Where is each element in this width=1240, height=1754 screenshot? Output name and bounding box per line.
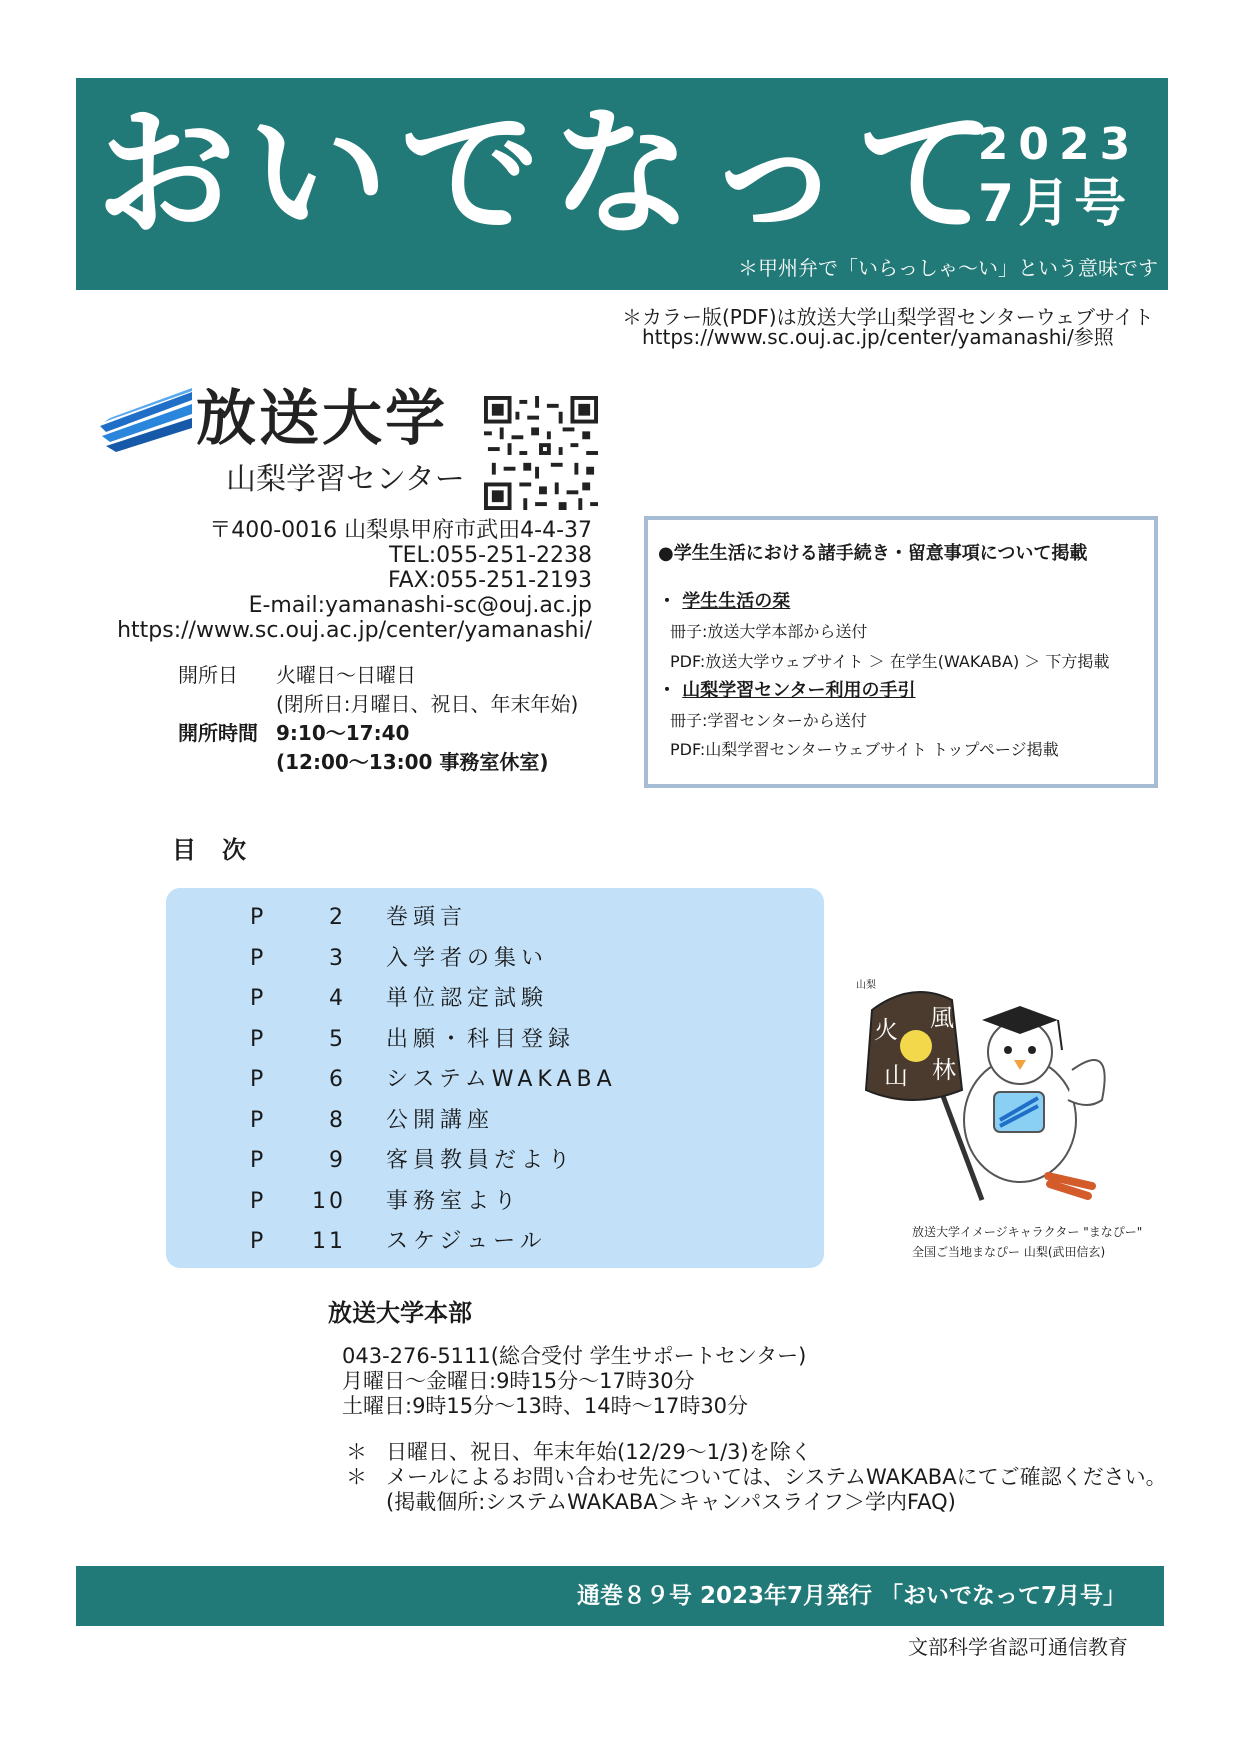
color-version-url[interactable]: https://www.sc.ouj.ac.jp/center/yamanashi/参照 xyxy=(642,325,1114,349)
toc-page-number: 4 xyxy=(329,986,346,1011)
open-hours-value: 9:10〜17:40 xyxy=(276,721,410,745)
logo-wave-icon xyxy=(100,388,192,452)
mascot-manapi-illustration xyxy=(852,980,1122,1210)
office-break-note: (12:00〜13:00 事務室休室) xyxy=(276,750,549,774)
student-info-box xyxy=(644,516,1158,788)
postal-address: 〒400-0016 山梨県甲府市武田4-4-37 xyxy=(209,518,592,543)
toc-page-prefix: P xyxy=(250,1067,264,1092)
toc-page-prefix: P xyxy=(250,905,264,930)
toc-row[interactable] xyxy=(166,939,824,979)
footer-banner xyxy=(76,1566,1164,1626)
toc-page-prefix: P xyxy=(250,1107,264,1133)
tel-number[interactable]: TEL:055-251-2238 xyxy=(389,543,592,568)
accreditation-note: 文部科学省認可通信教育 xyxy=(908,1635,1128,1659)
hq-closed-note: 日曜日、祝日、年末年始(12/29〜1/3)を除く xyxy=(386,1440,812,1464)
mascot-caption-1: 放送大学イメージキャラクター "まなぴー" xyxy=(912,1225,1143,1239)
newsletter-title: おいでなって xyxy=(96,93,1009,256)
toc-page-prefix: P xyxy=(250,1188,264,1214)
toc-section-title: 出願・科目登録 xyxy=(386,1026,576,1052)
toc-section-title: 単位認定試験 xyxy=(386,986,549,1011)
toc-page-prefix: P xyxy=(250,1148,264,1173)
toc-section-title: 公開講座 xyxy=(386,1107,495,1133)
handbook-pdf-note: PDF:山梨学習センターウェブサイト トップページ掲載 xyxy=(670,740,1059,759)
qr-code-icon[interactable] xyxy=(484,396,598,510)
flag-char-mountain: 山 xyxy=(884,1062,908,1090)
toc-page-number: 6 xyxy=(329,1067,346,1092)
note-asterisk: ＊ xyxy=(346,1465,367,1489)
toc-page-number: 3 xyxy=(329,945,346,971)
hq-saturday-hours: 土曜日:9時15分〜13時、14時〜17時30分 xyxy=(342,1394,749,1418)
toc-row[interactable] xyxy=(166,1060,824,1100)
website-url[interactable]: https://www.sc.ouj.ac.jp/center/yamanashi/ xyxy=(117,618,592,643)
email-address[interactable]: E-mail:yamanashi-sc@ouj.ac.jp xyxy=(248,593,592,618)
hq-phone[interactable]: 043-276-5111(総合受付 学生サポートセンター) xyxy=(342,1344,807,1368)
toc-page-number: 10 xyxy=(312,1188,346,1214)
mascot-region-tag: 山梨 xyxy=(856,980,876,991)
flag-char-wind: 風 xyxy=(930,1004,954,1032)
toc-section-title: 入学者の集い xyxy=(386,945,549,971)
fax-number: FAX:055-251-2193 xyxy=(387,568,592,593)
title-meaning-note: ＊甲州弁で「いらっしゃ〜い」という意味です xyxy=(738,256,1158,280)
toc-section-title: 事務室より xyxy=(386,1188,522,1214)
toc-page-prefix: P xyxy=(250,986,264,1011)
closed-days-note: (閉所日:月曜日、祝日、年末年始) xyxy=(276,692,579,716)
hq-faq-location: (掲載個所:システムWAKABA＞キャンパスライフ＞学内FAQ) xyxy=(386,1490,956,1514)
toc-page-prefix: P xyxy=(250,1229,264,1254)
hq-title: 放送大学本部 xyxy=(328,1299,472,1327)
toc-page-number: 8 xyxy=(329,1107,346,1133)
guide-booklet-note: 冊子:放送大学本部から送付 xyxy=(670,622,868,641)
toc-page-number: 5 xyxy=(329,1026,346,1052)
guide-title-text: 学生生活の栞 xyxy=(682,591,791,612)
toc-row[interactable] xyxy=(166,1101,824,1141)
infobox-guide-title[interactable] xyxy=(658,590,790,614)
toc-heading: 目次 xyxy=(172,836,272,864)
toc-row[interactable] xyxy=(166,979,824,1019)
issue-year: 2023 xyxy=(977,119,1141,170)
flag-char-forest: 林 xyxy=(932,1056,956,1084)
mascot-caption-2: 全国ご当地まなぴー 山梨(武田信玄) xyxy=(912,1245,1106,1259)
toc-section-title: システムWAKABA xyxy=(386,1067,617,1092)
hq-email-note: メールによるお問い合わせ先については、システムWAKABAにてご確認ください。 xyxy=(386,1465,1167,1489)
guide-pdf-note: PDF:放送大学ウェブサイト ＞ 在学生(WAKABA) ＞ 下方掲載 xyxy=(670,652,1110,671)
university-logo xyxy=(100,384,470,504)
toc-page-number: 11 xyxy=(312,1229,346,1254)
flag-char-fire: 火 xyxy=(874,1016,898,1044)
issue-month: 7月号 xyxy=(977,174,1131,234)
toc-section-title: 客員教員だより xyxy=(386,1148,576,1173)
toc-section-title: スケジュール xyxy=(386,1229,547,1254)
header-banner xyxy=(76,78,1168,290)
logo-university-name: 放送大学 xyxy=(196,384,448,454)
toc-page-prefix: P xyxy=(250,945,264,971)
toc-row[interactable] xyxy=(166,1182,824,1222)
toc-page-prefix: P xyxy=(250,1026,264,1052)
hq-weekday-hours: 月曜日〜金曜日:9時15分〜17時30分 xyxy=(342,1369,695,1393)
open-days-value: 火曜日〜日曜日 xyxy=(276,663,416,687)
handbook-booklet-note: 冊子:学習センターから送付 xyxy=(670,711,867,730)
logo-center-name: 山梨学習センター xyxy=(226,462,465,497)
toc-row[interactable] xyxy=(166,1141,824,1181)
toc-row[interactable] xyxy=(166,898,824,938)
note-asterisk: ＊ xyxy=(346,1440,367,1464)
color-version-note: ＊カラー版(PDF)は放送大学山梨学習センターウェブサイト xyxy=(622,305,1154,329)
open-hours-label: 開所時間 xyxy=(178,721,258,745)
bullet: ・ xyxy=(658,680,676,701)
toc-page-number: 9 xyxy=(329,1148,346,1173)
infobox-handbook-title[interactable] xyxy=(658,679,916,703)
issue-info: 通巻８９号 2023年7月発行 「おいでなって7月号」 xyxy=(576,1583,1126,1609)
table-of-contents xyxy=(166,888,824,1268)
bullet: ・ xyxy=(658,591,676,612)
toc-page-number: 2 xyxy=(329,905,346,930)
toc-row[interactable] xyxy=(166,1222,824,1262)
infobox-heading: ●学生生活における諸手続き・留意事項について掲載 xyxy=(658,543,1088,564)
open-days-label: 開所日 xyxy=(178,663,238,687)
toc-section-title: 巻頭言 xyxy=(386,905,468,930)
toc-row[interactable] xyxy=(166,1020,824,1060)
handbook-title-text: 山梨学習センター利用の手引 xyxy=(682,680,916,701)
